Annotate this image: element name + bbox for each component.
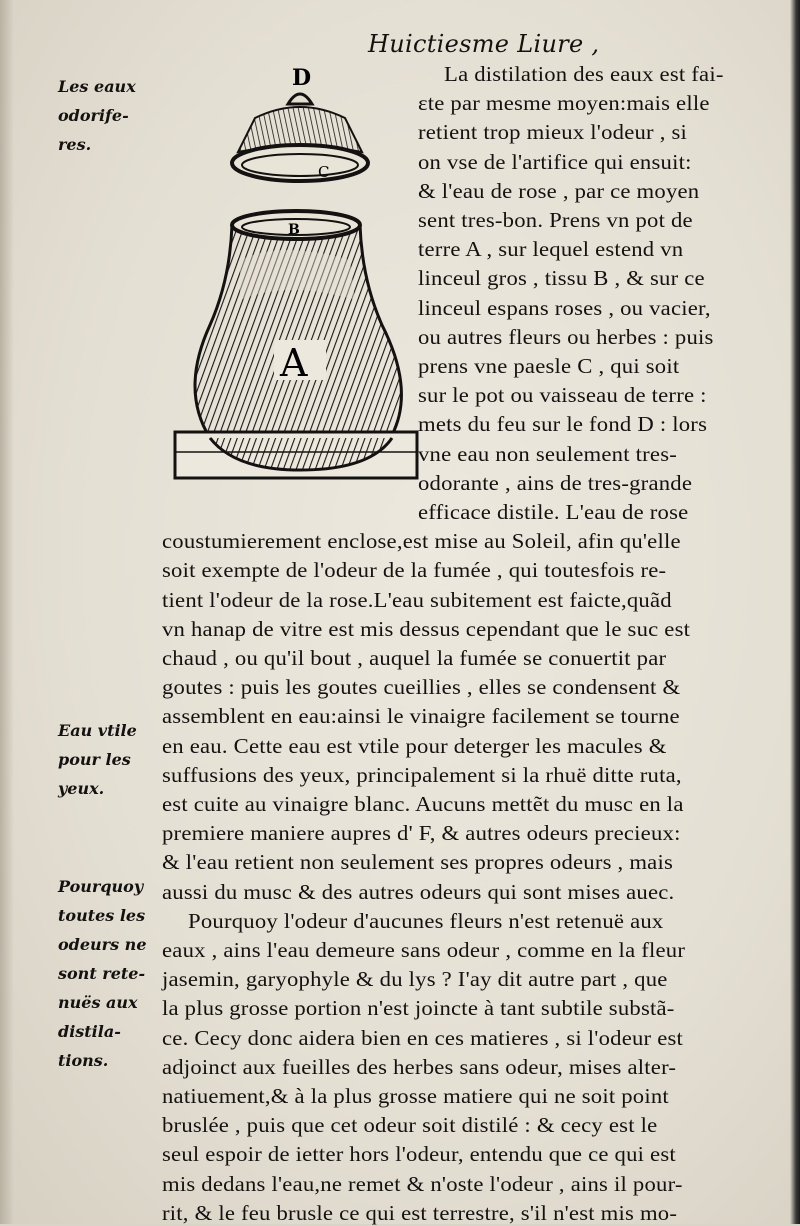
body-text-line: ce. Cecy donc aidera bien en ces matieres , si l'odeur est [162, 1025, 684, 1050]
body-text-line: & l'eau retient non seulement ses propres odeurs , mais [162, 850, 674, 875]
body-text-line: vne eau non seulement tres- [418, 441, 678, 466]
margin-note-eau-vtile [58, 716, 137, 803]
margin-note-line: pour les [58, 750, 131, 769]
body-text-line: premiere maniere aupres d' F, & autres odeurs precieux: [162, 821, 681, 846]
figure-label-d: D [292, 65, 312, 91]
figure-label-a: A [280, 341, 308, 385]
body-text-line: ɛte par mesme moyen:mais elle [418, 91, 710, 116]
page-gutter-shadow [0, 0, 14, 1224]
body-text-line: vn hanap de vitre est mis dessus cependant que le suc est [162, 616, 691, 641]
body-text-line: soit exempte de l'odeur de la fumée , qui toutesfois re- [162, 558, 667, 583]
body-text-line: retient trop mieux l'odeur , si [418, 120, 688, 145]
body-text-line: sur le pot ou vaisseau de terre : [418, 383, 707, 408]
body-text-line: bruslée , puis que cet odeur soit distilé : & cecy est le [162, 1113, 658, 1138]
margin-note-line: Les eaux [58, 77, 136, 96]
margin-note-line: distila- [58, 1022, 121, 1041]
body-text-line: assemblent en eau:ainsi le vinaigre facilement se tourne [162, 704, 680, 729]
body-text-line: Pourquoy l'odeur d'aucunes fleurs n'est retenuë aux [188, 908, 664, 933]
body-text-line: adjoinct aux fueilles des herbes sans odeur, mises alter- [162, 1054, 677, 1079]
body-text-line: eaux , ains l'eau demeure sans odeur , comme en la fleur [162, 938, 686, 962]
running-header: Huictiesme Liure , [368, 30, 600, 58]
body-text-line: en eau. Cette eau est vtile pour deterger les macules & [162, 733, 667, 758]
body-text-line: linceul gros , tissu B , & sur ce [418, 266, 705, 291]
margin-note-eaux-odoriferes [58, 72, 136, 159]
body-text-line: seul espoir de ietter hors l'odeur, entendu que ce qui est [162, 1142, 676, 1167]
body-text-line: suffusions des yeux, principalement si la rhuë ditte ruta, [162, 762, 682, 787]
figure-label-c: C [318, 163, 330, 181]
body-text-line: est cuite au vinaigre blanc. Aucuns mettẽt du musc en la [162, 792, 684, 816]
margin-note-line: toutes les [58, 906, 146, 925]
body-text-line: aussi du musc & des autres odeurs qui sont mises auec. [162, 879, 675, 904]
body-text-line: & l'eau de rose , par ce moyen [418, 178, 700, 203]
margin-note-line: odeurs ne [58, 935, 147, 954]
body-text-line: terre A , sur lequel estend vn [418, 237, 684, 262]
body-text-line: La distilation des eaux est fai- [444, 62, 724, 86]
margin-note-line: nuës aux [58, 993, 138, 1012]
body-text-line: coustumierement enclose,est mise au Soleil, afin qu'elle [162, 529, 681, 554]
body-text-line: rit, & le feu brusle ce qui est terrestre, s'il n'est mis mo- [162, 1200, 678, 1225]
body-text-line: goutes : puis les goutes cueillies , elles se condensent & [162, 675, 681, 700]
body-text-line: jasemin, garyophyle & du lys ? I'ay dit autre part , que [162, 967, 668, 992]
margin-note-line: Pourquoy [58, 877, 144, 896]
body-text-line: la plus grosse portion n'est joincte à tant subtile substã- [162, 996, 675, 1021]
lid-knob [288, 94, 312, 104]
body-text-line: linceul espans roses , ou vacier, [418, 295, 711, 320]
margin-note-line: odorife- [58, 106, 129, 125]
margin-note-pourquoy [58, 872, 147, 1075]
margin-note-line: Eau vtile [58, 721, 137, 740]
body-text-line: efficace distile. L'eau de rose [418, 500, 689, 524]
margin-note-line: tions. [58, 1051, 109, 1070]
body-text-line: prens vne paesle C , qui soit [418, 354, 680, 378]
body-text-line: sent tres-bon. Prens vn pot de [418, 208, 693, 232]
figure-label-b: B [288, 222, 300, 238]
body-text-line: on vse de l'artifice qui ensuit: [418, 149, 692, 174]
woodcut-distillation-pot [170, 60, 420, 485]
body-text-line: mis dedans l'eau,ne remet & n'oste l'odeur , ains il pour- [162, 1171, 683, 1196]
body-text-line: ou autres fleurs ou herbes : puis [418, 324, 714, 349]
page-edge-shadow [790, 0, 800, 1224]
body-text-line: tient l'odeur de la rose.L'eau subitement est faicte,quãd [162, 587, 672, 612]
body-text-line: mets du feu sur le fond D : lors [418, 412, 708, 437]
margin-note-line: res. [58, 135, 92, 154]
body-text-line: chaud , ou qu'il bout , auquel la fumée se conuertit par [162, 646, 667, 670]
body-text-line: odorante , ains de tres-grande [418, 470, 693, 495]
margin-note-line: sont rete- [58, 964, 146, 983]
margin-note-line: yeux. [58, 779, 105, 798]
body-text-line: natiuement,& à la plus grosse matiere qui ne soit point [162, 1084, 669, 1108]
